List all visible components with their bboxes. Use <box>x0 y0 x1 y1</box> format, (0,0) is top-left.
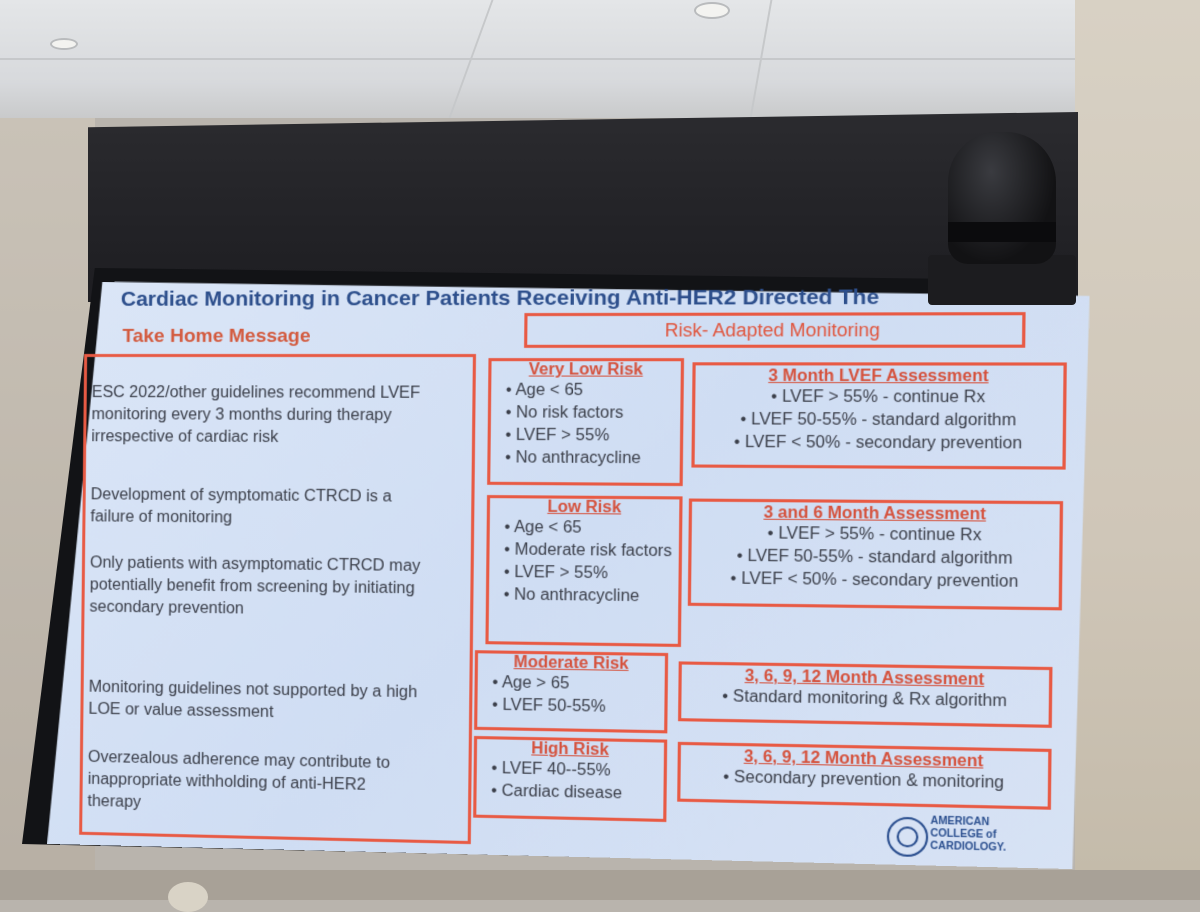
risk-box-moderate <box>474 650 668 733</box>
risk-item: • Cardiac disease <box>476 780 663 807</box>
ptz-camera-icon <box>948 132 1056 264</box>
assessment-item: • Secondary prevention & monitoring <box>681 766 1049 796</box>
camera-band <box>948 222 1056 242</box>
risk-title: Low Risk <box>547 498 622 517</box>
audience-head <box>168 882 208 912</box>
take-home-bullet: ESC 2022/other guidelines recommend LVEF monitoring every 3 months during therapy irrespective of cardiac risk <box>91 384 421 447</box>
assessment-box-quarterly-secondary <box>677 742 1051 810</box>
slide-title: Cardiac Monitoring in Cancer Patients Receiving Anti-HER2 Directed The <box>120 285 880 311</box>
ceiling-light <box>694 2 730 19</box>
assessment-item: • Standard monitoring & Rx algorithm <box>681 685 1049 714</box>
assessment-title: 3 Month LVEF Assessment <box>768 367 989 386</box>
assessment-box-3-month <box>691 362 1066 469</box>
projected-slide <box>47 278 1090 869</box>
risk-item: • Age < 65 <box>490 517 680 541</box>
assessment-item: • LVEF > 55% - continue Rx <box>695 386 1063 410</box>
assessment-item: • LVEF < 50% - secondary prevention <box>695 431 1063 456</box>
risk-item: • LVEF 40--55% <box>477 757 664 783</box>
take-home-heading: Take Home Message <box>122 325 311 347</box>
assessment-item: • LVEF > 55% - continue Rx <box>692 522 1060 548</box>
acc-logo-text: AMERICAN COLLEGE of CARDIOLOGY. <box>930 815 1007 854</box>
risk-item: • No risk factors <box>491 402 681 425</box>
risk-box-very-low <box>487 358 684 486</box>
risk-item: • No anthracycline <box>489 584 678 609</box>
assessment-item: • LVEF 50-55% - standard algorithm <box>691 545 1059 572</box>
assessment-title: 3, 6, 9, 12 Month Assessment <box>743 748 984 771</box>
risk-item: • Age > 65 <box>478 672 665 698</box>
risk-item: • LVEF 50-55% <box>477 694 664 720</box>
risk-title: Moderate Risk <box>513 653 629 673</box>
assessment-box-3-and-6-month <box>688 499 1063 611</box>
assessment-title: 3 and 6 Month Assessment <box>763 504 987 524</box>
risk-item: • No anthracycline <box>490 447 680 471</box>
risk-item: • Moderate risk factors <box>489 539 678 563</box>
take-home-bullet: Monitoring guidelines not supported by a high LOE or value assessment <box>88 678 418 722</box>
risk-item: • LVEF > 55% <box>489 561 678 586</box>
risk-adapted-header: Risk- Adapted Monitoring <box>524 312 1026 348</box>
ceiling <box>0 0 1200 118</box>
ceiling-light <box>50 38 78 50</box>
acc-seal-icon <box>887 817 929 858</box>
risk-item: • LVEF > 55% <box>491 425 681 448</box>
assessment-item: • LVEF 50-55% - standard algorithm <box>695 409 1063 433</box>
acc-logo <box>887 812 1051 862</box>
take-home-bullet: Only patients with asymptomatic CTRCD may potentially benefit from screening by initiating secondary prevention <box>89 554 421 618</box>
risk-title: High Risk <box>531 740 609 760</box>
assessment-item: • LVEF < 50% - secondary prevention <box>691 568 1059 595</box>
risk-box-high <box>473 736 667 822</box>
take-home-bullet: Overzealous adherence may contribute to inappropriate withholding of anti-HER2 therapy <box>87 748 390 812</box>
right-wall <box>1075 0 1200 900</box>
take-home-bullet: Development of symptomatic CTRCD is a failure of monitoring <box>90 486 392 527</box>
ceiling-tile-line <box>0 58 1200 60</box>
assessment-box-quarterly-standard <box>678 661 1052 727</box>
risk-box-low <box>485 495 682 647</box>
risk-item: • Age < 65 <box>491 380 681 403</box>
assessment-title: 3, 6, 9, 12 Month Assessment <box>744 667 985 689</box>
risk-title: Very Low Risk <box>528 361 643 379</box>
